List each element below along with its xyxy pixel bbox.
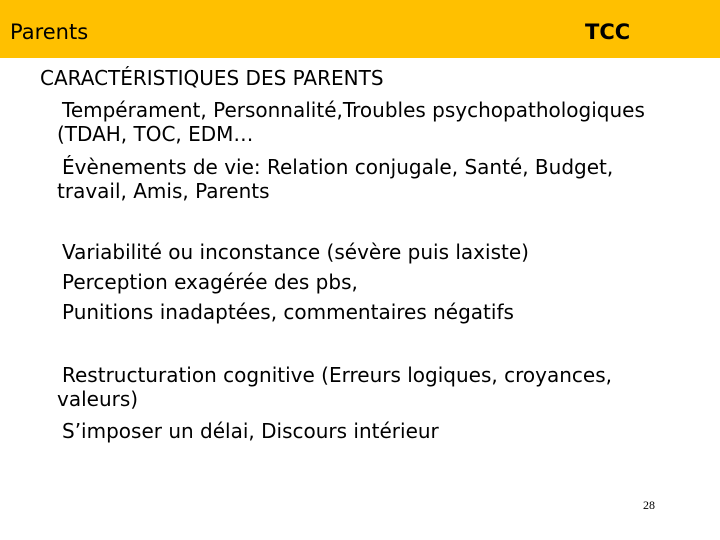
title-bar [0, 0, 720, 58]
section-heading: CARACTÉRISTIQUES DES PARENTS [40, 66, 384, 90]
list-item: Évènements de vie: Relation conjugale, Santé, Budget, travail, Amis, Parents [57, 155, 614, 203]
page-number: 28 [643, 498, 655, 512]
list-item: Variabilité ou inconstance (sévère puis laxiste) [62, 240, 529, 264]
slide-title: Parents [10, 20, 89, 44]
list-item: S’imposer un délai, Discours intérieur [62, 419, 439, 443]
slide-tag: TCC [585, 20, 631, 44]
list-item: Punitions inadaptées, commentaires négatifs [62, 300, 514, 324]
list-item: Perception exagérée des pbs, [62, 270, 358, 294]
list-item: Tempérament, Personnalité,Troubles psychopathologiques (TDAH, TOC, EDM… [57, 98, 645, 146]
list-item: Restructuration cognitive (Erreurs logiques, croyances, valeurs) [57, 363, 612, 411]
